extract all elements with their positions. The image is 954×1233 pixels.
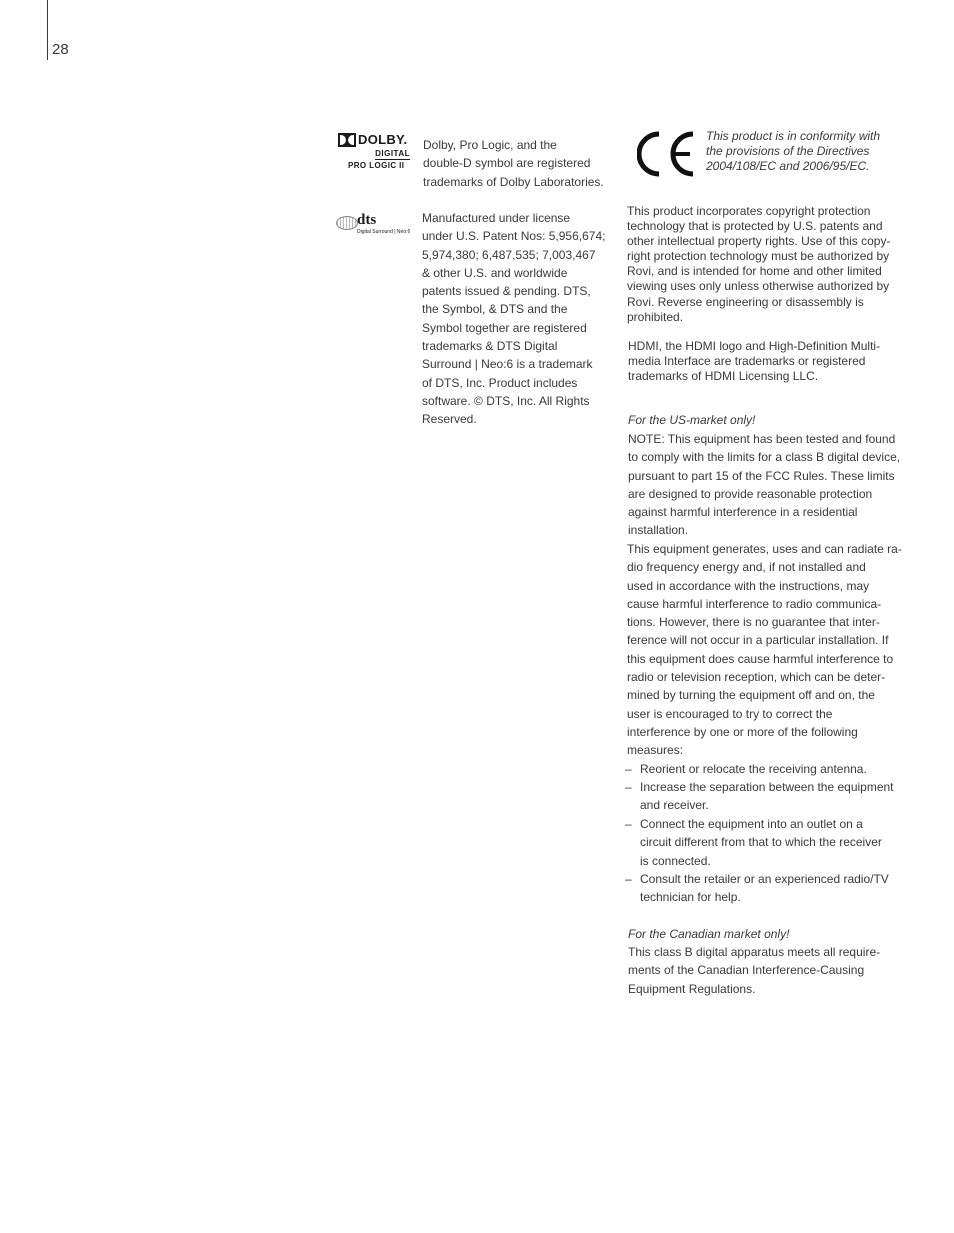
canada-market-heading: For the Canadian market only! (628, 927, 790, 941)
dolby-trademark-text: Dolby, Pro Logic, and the double-D symbol are registered trademarks of Dolby Laboratories. (423, 138, 604, 189)
us-generates-text: This equipment generates, uses and can radiate ra- dio frequency energy and, if not installed and used in accordance with the instructions, may cause harmful interference to radio communica- tions. However, there is no guarantee that inter- ference will not occur in a particular installation. If this equipment does cause harmful interference to radio or television reception, which can be deter- mined by turning the equipment off and on, the user is encouraged to try to correct the interference by one or more of the following measures: (627, 542, 902, 758)
margin-rule (47, 0, 48, 60)
measure-dash: – (625, 872, 632, 886)
dts-disc-icon (336, 216, 358, 230)
measure-item: Reorient or relocate the receiving antenna. (640, 762, 867, 776)
dolby-logo (338, 132, 412, 172)
us-note-text: NOTE: This equipment has been tested and found to comply with the limits for a class B digital device, pursuant to part 15 of the FCC Rules. These limits are designed to provide reasonable protection against harmful interference in a residential installation. (628, 432, 901, 538)
hdmi-trademark-text: HDMI, the HDMI logo and High-Definition Multi- media Interface are trademarks or registered trademarks of HDMI Licensing LLC. (628, 339, 881, 384)
ce-mark-icon (637, 131, 699, 177)
dolby-logo-pro-logic: PRO LOGIC II (348, 161, 405, 170)
canada-text: This class B digital apparatus meets all require- ments of the Canadian Interference-Causing Equipment Regulations. (628, 945, 881, 996)
page-number: 28 (52, 41, 69, 58)
copyright-protection-text: This product incorporates copyright protection technology that is protected by U.S. patents and other intellectual property rights. Use of this copy- right protection technology must be authorized by Rovi, and is intended for home and other limited viewing uses only unless otherwise authorized by Rovi. Reverse engineering or disassembly is prohibited. (627, 204, 891, 324)
dts-license-text: Manufactured under license under U.S. Patent Nos: 5,956,674; 5,974,380; 6,487,535; 7,003,467 & other U.S. and worldwide patents issued & pending. DTS, the Symbol, & DTS and the Symbol together are registered trademarks & DTS Digital Surround | Neo:6 is a trademark of DTS, Inc. Product includes software. © DTS, Inc. All Rights Reserved. (422, 211, 606, 427)
measure-item: Consult the retailer or an experienced radio/TV technician for help. (640, 872, 889, 905)
measure-dash: – (625, 817, 632, 831)
dolby-logo-word: DOLBY. (358, 132, 408, 147)
dts-logo (336, 214, 414, 238)
dolby-logo-digital: DIGITAL (375, 149, 410, 158)
measure-item: Increase the separation between the equipment and receiver. (640, 780, 894, 813)
measure-item: Connect the equipment into an outlet on a circuit different from that to which the receiver is connected. (640, 817, 882, 868)
measure-dash: – (625, 780, 632, 794)
ce-conformity-text: This product is in conformity with the provisions of the Directives 2004/108/EC and 2006/95/EC. (706, 129, 881, 174)
measure-dash: – (625, 762, 632, 776)
dts-logo-word: dts (357, 212, 377, 228)
us-market-heading: For the US-market only! (628, 413, 756, 427)
dolby-double-d-icon (338, 133, 356, 147)
dts-logo-sub: Digital Surround | Neo:6 (357, 229, 411, 235)
